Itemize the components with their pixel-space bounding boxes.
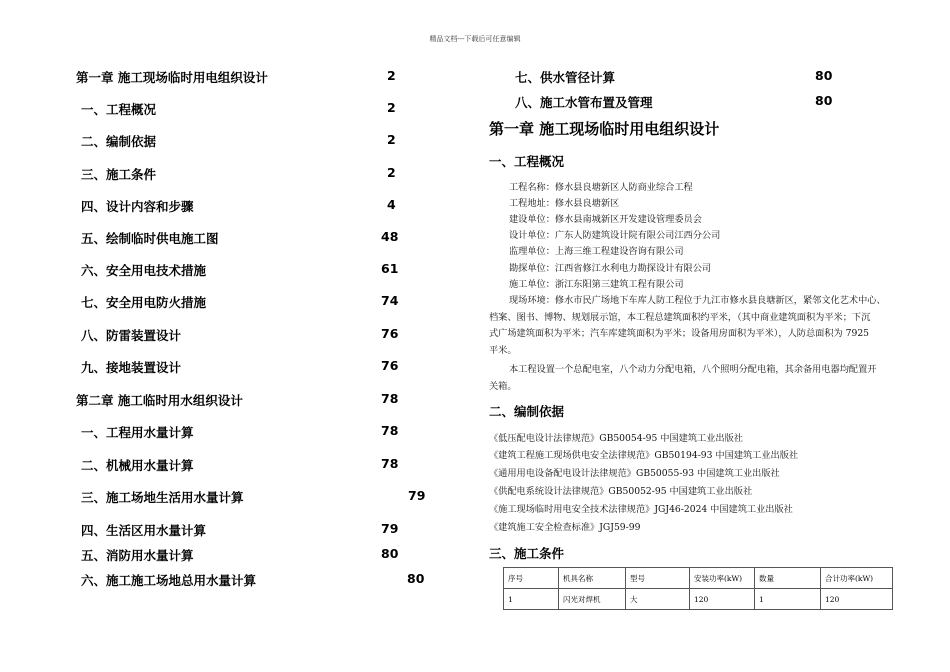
table-cell: 120: [690, 589, 755, 610]
toc-entry[interactable]: [81, 165, 396, 183]
toc-entry-page: 4: [387, 197, 396, 212]
toc-entry-page: 80: [815, 68, 833, 83]
toc-entry-label: 一、工程用水量计算: [81, 425, 194, 440]
toc-entry-label: 四、生活区用水量计算: [81, 523, 207, 538]
toc-entry-page: 48: [381, 229, 399, 244]
section-title-overview: 一、工程概况: [489, 154, 565, 169]
toc-entry[interactable]: [81, 521, 399, 539]
power-setup-line: 关箱。: [489, 381, 517, 392]
chapter-title: 第一章 施工现场临时用电组织设计: [489, 120, 720, 138]
toc-entry-label: 七、安全用电防火措施: [81, 295, 207, 310]
table-header-cell: 序号: [504, 568, 559, 589]
toc-entry[interactable]: [81, 358, 399, 376]
toc-entry[interactable]: [81, 488, 426, 506]
standard-reference: 《供配电系统设计法律规范》GB50052-95 中国建筑工业出版社: [489, 486, 753, 497]
toc-entry-label: 五、消防用水量计算: [81, 548, 194, 563]
table-header-cell: 型号: [626, 568, 690, 589]
toc-entry-label: 第二章 施工临时用水组织设计: [76, 393, 243, 408]
power-setup-line: 本工程设置一个总配电室，八个动力分配电箱，八个照明分配电箱，其余备用电器均配置开: [509, 364, 877, 375]
toc-entry[interactable]: [81, 197, 396, 215]
project-info-line: 建设单位：修水县南城新区开发建设管理委员会: [509, 214, 702, 225]
table-cell: 1: [755, 589, 821, 610]
toc-entry-label: 三、施工条件: [81, 167, 157, 182]
toc-entry-label: 第一章 施工现场临时用电组织设计: [76, 70, 268, 85]
toc-entry-label: 八、防雷装置设计: [81, 328, 182, 343]
toc-entry-label: 六、施工施工场地总用水量计算: [81, 573, 257, 588]
standard-reference: 《通用用电设备配电设计法律规范》GB50055-93 中国建筑工业出版社: [489, 468, 780, 479]
toc-entry-page: 78: [381, 456, 399, 471]
project-info-line: 设计单位：广东人防建筑设计院有限公司江西分公司: [509, 230, 721, 241]
toc-entry-page: 74: [381, 293, 399, 308]
toc-entry-page: 2: [387, 68, 396, 83]
toc-entry-page: 78: [381, 423, 399, 438]
toc-entry-label: 三、施工场地生活用水量计算: [81, 490, 244, 505]
toc-entry[interactable]: [81, 456, 399, 474]
toc-entry-page: 2: [387, 132, 396, 147]
header-note: 精品文档---下载后可任意编辑: [429, 35, 521, 43]
project-info-line: 监理单位：上海三维工程建设咨询有限公司: [509, 246, 684, 257]
site-description-line: 现场环境：修水市民广场地下车库人防工程位于九江市修水县良塘新区，紧邻文化艺术中心、: [509, 295, 886, 306]
standard-reference: 《建筑工程施工现场供电安全法律规范》GB50194-93 中国建筑工业出版社: [489, 450, 799, 461]
project-info-line: 工程名称：修水县良塘新区人防商业综合工程: [509, 182, 693, 193]
toc-entry-label: 八、施工水管布置及管理: [515, 95, 653, 110]
toc-entry[interactable]: [81, 326, 399, 344]
site-description-line: 档案、图书、博物、规划展示馆，本工程总建筑面积约平米，（其中商业建筑面积为平米；下沉: [489, 312, 871, 323]
toc-entry-page: 76: [381, 358, 399, 373]
toc-entry-page: 80: [381, 546, 399, 561]
standard-reference: 《低压配电设计法律规范》GB50054-95 中国建筑工业出版社: [489, 433, 743, 444]
toc-entry[interactable]: [81, 229, 399, 247]
toc-entry[interactable]: [76, 68, 396, 86]
standard-reference: 《建筑施工安全检查标准》JGJ59-99: [489, 522, 641, 533]
toc-entry-label: 一、工程概况: [81, 102, 157, 117]
site-description-line: 式广场建筑面积为平米；汽车库建筑面积为平米；设备用房面积为平米），人防总面积为 7925: [489, 328, 870, 339]
table-cell: 1: [504, 589, 559, 610]
toc-entry[interactable]: [81, 293, 399, 311]
toc-entry-page: 2: [387, 100, 396, 115]
toc-entry-label: 七、供水管径计算: [515, 70, 616, 85]
toc-entry-page: 79: [381, 521, 399, 536]
toc-entry[interactable]: [81, 546, 399, 564]
table-cell: 闪光对焊机: [559, 589, 626, 610]
toc-entry-label: 二、编制依据: [81, 134, 157, 149]
table-header-row: [504, 568, 893, 589]
project-info-line: 施工单位：浙江东阳第三建筑工程有限公司: [509, 279, 684, 290]
standard-reference: 《施工现场临时用电安全技术法律规范》JGJ46-2024 中国建筑工业出版社: [489, 504, 793, 515]
equipment-table: [503, 567, 893, 610]
table-row: [504, 589, 893, 610]
toc-entry[interactable]: [81, 261, 399, 279]
toc-entry-label: 二、机械用水量计算: [81, 458, 194, 473]
toc-entry[interactable]: [81, 100, 396, 118]
section-title-conditions: 三、施工条件: [489, 546, 565, 561]
toc-entry-label: 九、接地装置设计: [81, 360, 182, 375]
toc-entry-page: 78: [381, 391, 399, 406]
table-header-cell: 合计功率(kW): [821, 568, 893, 589]
table-cell: 120: [821, 589, 893, 610]
toc-entry-page: 80: [815, 93, 833, 108]
table-header-cell: 数量: [755, 568, 821, 589]
toc-entry[interactable]: [81, 132, 396, 150]
toc-entry[interactable]: [515, 68, 833, 86]
table-header-cell: 机具名称: [559, 568, 626, 589]
toc-entry[interactable]: [81, 423, 399, 441]
toc-entry-label: 四、设计内容和步骤: [81, 199, 194, 214]
toc-entry-label: 五、绘制临时供电施工图: [81, 231, 219, 246]
toc-entry[interactable]: [515, 93, 833, 111]
toc-entry-page: 80: [407, 571, 425, 586]
site-description-line: 平米。: [489, 345, 517, 356]
section-title-basis: 二、编制依据: [489, 404, 565, 419]
toc-entry-page: 61: [381, 261, 399, 276]
toc-entry[interactable]: [81, 571, 425, 589]
project-info-line: 工程地址：修水县良塘新区: [509, 198, 620, 209]
toc-entry-page: 76: [381, 326, 399, 341]
toc-entry[interactable]: [76, 391, 399, 409]
project-info-line: 勘探单位：江西省修江水利电力勘探设计有限公司: [509, 263, 712, 274]
toc-entry-page: 79: [408, 488, 426, 503]
toc-entry-label: 六、安全用电技术措施: [81, 263, 207, 278]
table-header-cell: 安装功率(kW): [690, 568, 755, 589]
table-cell: 大: [626, 589, 690, 610]
toc-entry-page: 2: [387, 165, 396, 180]
